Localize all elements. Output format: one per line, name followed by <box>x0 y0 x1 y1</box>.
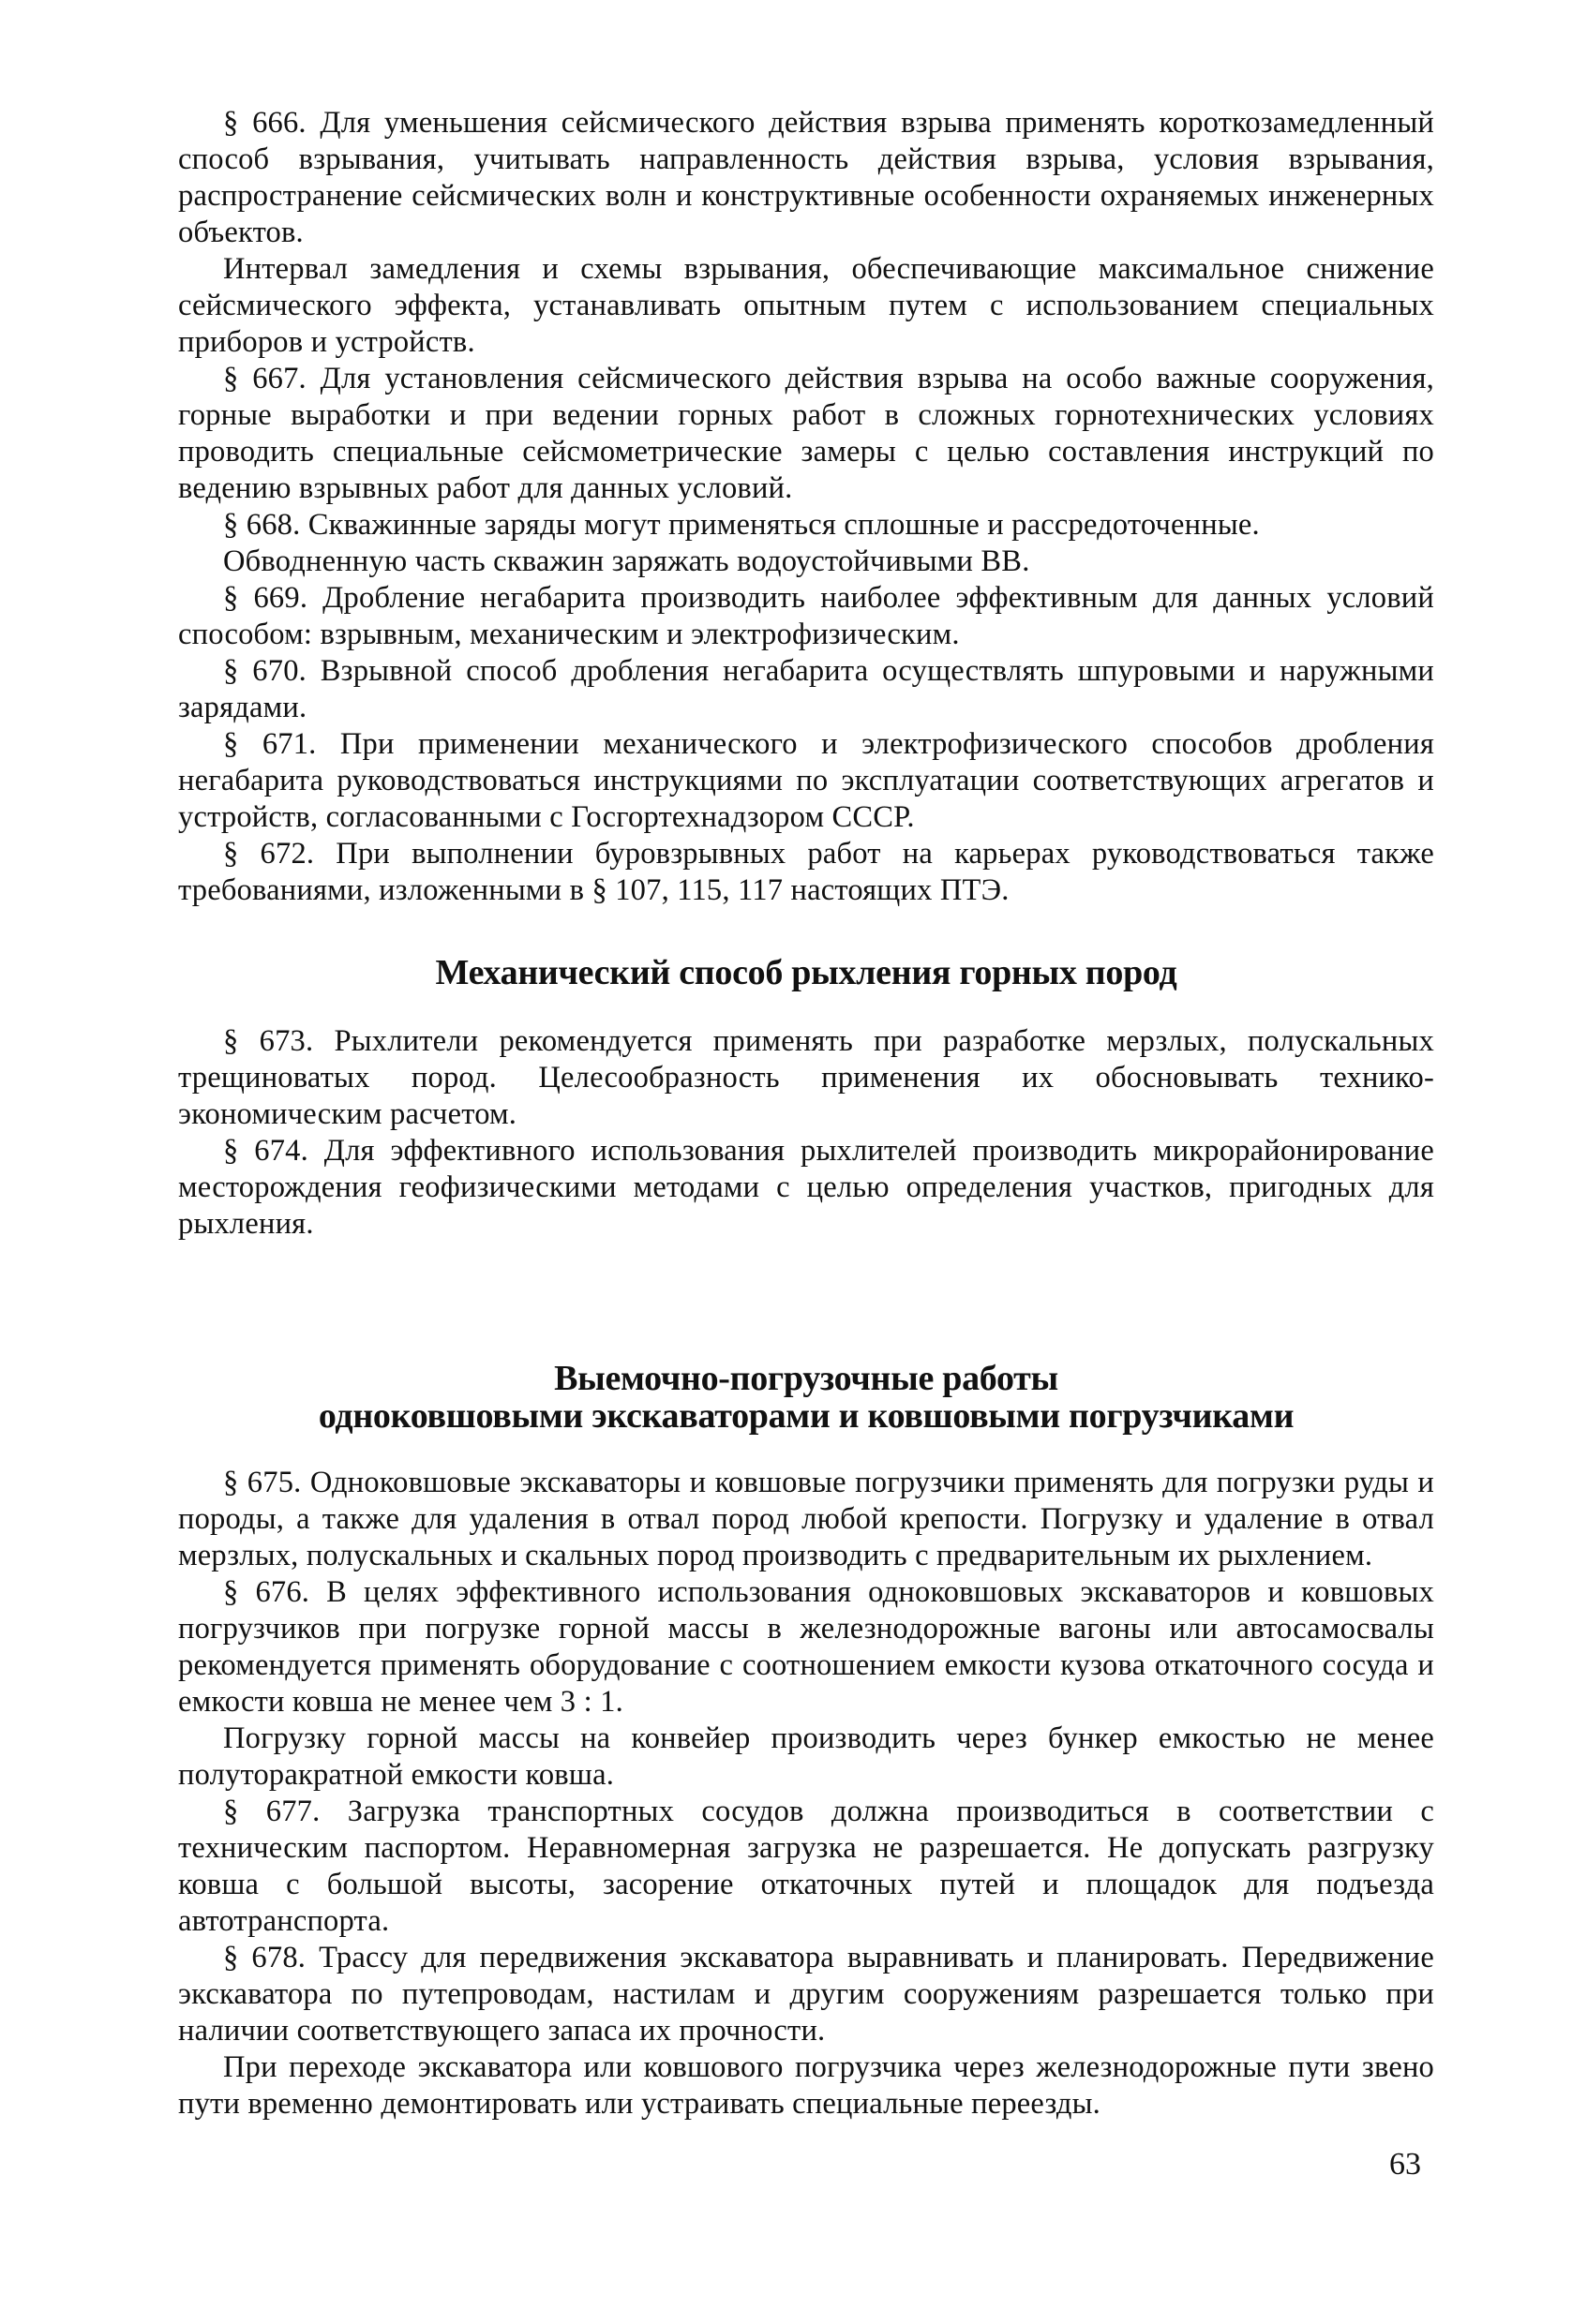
section-heading-excavation-line1: Выемочно-погрузочные работы <box>554 1359 1058 1398</box>
paragraph-678: § 678. Трассу для передвижения экскаватора выравнивать и планировать. Передвижение экскаватора по путепроводам, настилам и другим сооружениям разрешается только при наличии соответствующего запаса их прочности. <box>178 1941 1434 2048</box>
section-heading-excavation-line2: одноковшовыми экскаваторами и ковшовыми погрузчиками <box>318 1396 1295 1436</box>
paragraph-676-conveyor: Погрузку горной массы на конвейер производить через бункер емкостью не менее полуторакратной емкости ковша. <box>178 1721 1434 1792</box>
section-heading-excavation <box>178 1360 1434 1435</box>
paragraph-668-water: Обводненную часть скважин заряжать водоустойчивыми ВВ. <box>223 544 1030 578</box>
paragraph-673: § 673. Рыхлители рекомендуется применять при разработке мерзлых, полускальных трещиноватых пород. Целесообразность применения их обосновывать технико-экономическим расчетом. <box>178 1024 1434 1131</box>
paragraph-676: § 676. В целях эффективного использования одноковшовых экскаваторов и ковшовых погрузчиков при погрузке горной массы в железнодорожные вагоны или автосамосвалы рекомендуется применять оборудование с соотношением емкости кузова откаточного сосуда и емкости ковша не менее чем 3 : 1. <box>178 1575 1434 1719</box>
paragraph-674: § 674. Для эффективного использования рыхлителей производить микрорайонирование месторождения геофизическими методами с целью определения участков, пригодных для рыхления. <box>178 1134 1434 1241</box>
paragraph-677: § 677. Загрузка транспортных сосудов должна производиться в соответствии с техническим паспортом. Неравномерная загрузка не разрешается. Не допускать разгрузку ковша с большой высоты, засорение откаточных путей и площадок для подъезда автотранспорта. <box>178 1795 1434 1938</box>
paragraph-672: § 672. При выполнении буровзрывных работ на карьерах руководствоваться также требованиями, изложенными в § 107, 115, 117 настоящих ПТЭ. <box>178 837 1434 907</box>
page-number: 63 <box>1389 2147 1421 2182</box>
paragraph-670: § 670. Взрывной способ дробления негабарита осуществлять шпуровыми и наружными зарядами. <box>178 654 1434 724</box>
paragraph-666-interval: Интервал замедления и схемы взрывания, обеспечивающие максимальное снижение сейсмического эффекта, устанавливать опытным путем с использованием специальных приборов и устройств. <box>178 252 1434 359</box>
paragraph-666: § 666. Для уменьшения сейсмического действия взрыва применять короткозамедленный способ взрывания, учитывать направленность действия взрыва, условия взрывания, распространение сейсмических волн и конструктивные особенности охраняемых инженерных объектов. <box>178 106 1434 249</box>
paragraph-668: § 668. Скважинные заряды могут применяться сплошные и рассредоточенные. <box>223 508 1260 542</box>
paragraph-678-crossing: При переходе экскаватора или ковшового погрузчика через железнодорожные пути звено пути временно демонтировать или устраивать специальные переезды. <box>178 2050 1434 2121</box>
paragraph-671: § 671. При применении механического и электрофизического способов дробления негабарита руководствоваться инструкциями по эксплуатации соответствующих агрегатов и устройств, согласованными с Госгортехнадзором СССР. <box>178 727 1434 834</box>
section-heading-ripping: Механический способ рыхления горных пород <box>435 953 1177 992</box>
paragraph-675: § 675. Одноковшовые экскаваторы и ковшовые погрузчики применять для погрузки руды и породы, а также для удаления в отвал пород любой крепости. Погрузку и удаление в отвал мерзлых, полускальных и скальных пород производить с предварительным их рыхлением. <box>178 1466 1434 1572</box>
paragraph-667: § 667. Для установления сейсмического действия взрыва на особо важные сооружения, горные выработки и при ведении горных работ в сложных горнотехнических условиях проводить специальные сейсмометрические замеры с целью составления инструкций по ведению взрывных работ для данных условий. <box>178 362 1434 505</box>
text-column <box>178 105 1434 2123</box>
paragraph-669: § 669. Дробление негабарита производить наиболее эффективным для данных условий способом: взрывным, механическим и электрофизическим. <box>178 581 1434 651</box>
